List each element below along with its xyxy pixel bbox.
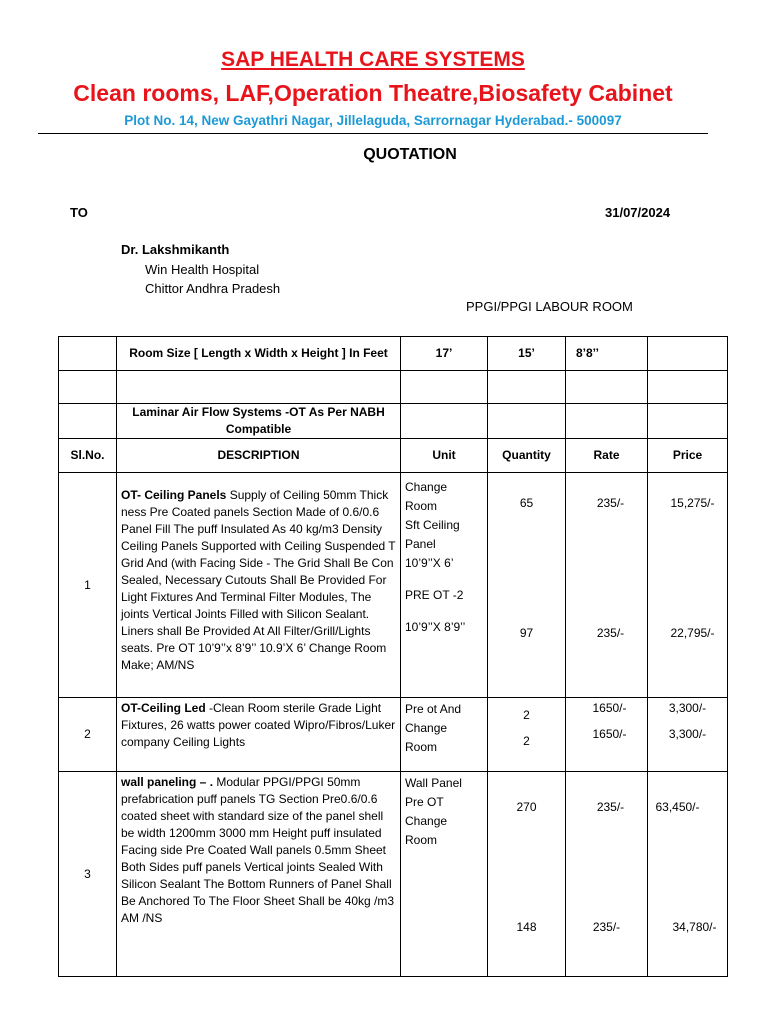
spacer (570, 816, 643, 919)
item-rate (566, 473, 648, 698)
spacer (492, 724, 561, 733)
spacer (492, 816, 561, 919)
unit-line: Room (405, 740, 438, 754)
item-title: OT-Ceiling Led (121, 701, 206, 715)
rate-value: 235/- (596, 626, 625, 640)
item-description (117, 698, 401, 772)
item-quantity (488, 698, 566, 772)
to-label: TO (70, 205, 88, 220)
item-title: OT- Ceiling Panels (121, 488, 227, 502)
column-header-price: Price (648, 439, 728, 473)
unit-line: 10’9’’X 8’9’’ (405, 620, 466, 634)
spacer (492, 512, 561, 625)
quotation-date: 31/07/2024 (605, 205, 671, 220)
item-unit (401, 473, 488, 698)
price-value: 15,275/- (670, 496, 715, 510)
column-header-description: DESCRIPTION (117, 439, 401, 473)
table-cell (488, 371, 566, 404)
room-size-label: Room Size [ Length x Width x Height ] In Feet (117, 337, 401, 371)
item-unit (401, 698, 488, 772)
table-cell (117, 371, 401, 404)
rate-value: 1650/- (592, 701, 627, 715)
quantity-value: 2 (523, 708, 530, 722)
quotation-table (58, 336, 728, 977)
price-value: 63,450/- (655, 800, 700, 814)
table-cell (59, 371, 117, 404)
table-row (59, 473, 728, 698)
table-cell (59, 404, 117, 439)
unit-line: Room (405, 833, 438, 847)
table-cell (566, 404, 648, 439)
spacer (652, 717, 723, 726)
spacer (662, 512, 723, 625)
quantity-value: 2 (523, 734, 530, 748)
company-name: SAP HEALTH CARE SYSTEMS (221, 48, 525, 71)
price-value: 3,300/- (668, 701, 707, 715)
table-row (59, 698, 728, 772)
rate-value: 235/- (596, 800, 625, 814)
item-text: Supply of Ceiling 50mm Thick ness Pre Coated panels Section Made of 0.6/0.6 Panel Fill The puff Insulated As 40 kg/m3 Density Ceiling Panels Supported with Ceiling Suspended T Grid And (with Facing Side - The Grid Shall Be Con Sealed, Necessary Cutouts Shall Be Provided For Light Fixtures And Terminal Filter Modules, The joints Vertical Joints Filled with Silicon Sealant. Liners shall Be Provided At All Filter/Grill/Lights seats. Pre OT 10’9’’x 8’9’’ 10.9’X 6’ Change Room Make; AM/NS (121, 488, 396, 672)
item-quantity (488, 473, 566, 698)
empty-row (59, 371, 728, 404)
item-price (648, 473, 728, 698)
rate-value: 235/- (596, 496, 625, 510)
item-title: wall paneling – . (121, 775, 214, 789)
unit-line (405, 605, 483, 618)
unit-line: Change (405, 721, 448, 735)
item-rate (566, 772, 648, 977)
table-cell (401, 404, 488, 439)
table-cell (566, 371, 648, 404)
item-price (648, 698, 728, 772)
room-size-row (59, 337, 728, 371)
unit-line: Wall Panel (405, 776, 462, 790)
item-price (648, 772, 728, 977)
section-title-line2: Compatible (225, 422, 292, 436)
item-rate (566, 698, 648, 772)
table-cell (648, 404, 728, 439)
company-address: Plot No. 14, New Gayathri Nagar, Jillelaguda, Sarrornagar Hyderabad.- 500097 (124, 113, 622, 128)
room-height: 8’8’’ (566, 337, 648, 371)
project-title: PPGI/PPGI LABOUR ROOM (466, 299, 633, 314)
spacer (578, 512, 643, 625)
addressee-line2: Chittor Andhra Pradesh (145, 281, 281, 296)
item-text: Modular PPGI/PPGI 50mm prefabrication puff panels TG Section Pre0.6/0.6 coated sheet with standard size of the panel shell be width 1200mm 3000 mm Height puff insulated Facing side Pre Coated Wall panels 0.5mm Sheet Both Sides puff panels Vertical joints Sealed With Silicon Sealant The Bottom Runners of Panel Shall Be Anchored To The Floor Sheet Shall be 40kg /m3 AM /NS (121, 775, 395, 925)
item-quantity (488, 772, 566, 977)
table-cell (648, 337, 728, 371)
item-slno: 2 (59, 698, 117, 772)
table-cell (648, 371, 728, 404)
quantity-value: 148 (516, 920, 537, 934)
table-cell (59, 337, 117, 371)
company-tagline: Clean rooms, LAF,Operation Theatre,Biosafety Cabinet (73, 80, 673, 106)
room-width: 15’ (488, 337, 566, 371)
unit-line (405, 573, 483, 586)
column-header-unit: Unit (401, 439, 488, 473)
document-title: QUOTATION (363, 146, 457, 163)
column-header-rate: Rate (566, 439, 648, 473)
price-value: 34,780/- (672, 920, 717, 934)
unit-line: Panel (405, 537, 436, 551)
header-divider (38, 133, 708, 134)
section-title (117, 404, 401, 439)
item-slno: 1 (59, 473, 117, 698)
unit-line: Change (405, 480, 448, 494)
unit-line: PRE OT -2 (405, 588, 464, 602)
unit-line: Change (405, 814, 448, 828)
rate-value: 1650/- (592, 727, 627, 741)
addressee-name: Dr. Lakshmikanth (121, 242, 230, 257)
unit-line: Room (405, 499, 438, 513)
item-description (117, 772, 401, 977)
unit-line: Sft Ceiling (405, 518, 460, 532)
price-value: 22,795/- (670, 626, 715, 640)
item-slno: 3 (59, 772, 117, 977)
spacer (652, 816, 723, 919)
price-value: 3,300/- (668, 727, 707, 741)
quantity-value: 97 (519, 626, 534, 640)
table-cell (488, 404, 566, 439)
column-header-row (59, 439, 728, 473)
unit-line: Pre ot And (405, 702, 462, 716)
item-description (117, 473, 401, 698)
section-title-row (59, 404, 728, 439)
column-header-slno: Sl.No. (59, 439, 117, 473)
spacer (576, 717, 643, 726)
quantity-value: 65 (519, 496, 534, 510)
quantity-value: 270 (516, 800, 537, 814)
table-row (59, 772, 728, 977)
addressee-line1: Win Health Hospital (145, 262, 260, 277)
table-cell (401, 371, 488, 404)
unit-line: 10’9’’X 6’ (405, 556, 454, 570)
item-text: -Clean Room sterile Grade Light Fixtures, 26 watts power coated Wipro/Fibros/Luker company Ceiling Lights (121, 701, 396, 749)
room-length: 17’ (401, 337, 488, 371)
item-unit (401, 772, 488, 977)
unit-line: Pre OT (405, 795, 444, 809)
rate-value: 235/- (592, 920, 621, 934)
column-header-quantity: Quantity (488, 439, 566, 473)
section-title-line1: Laminar Air Flow Systems -OT As Per NABH (132, 405, 385, 419)
